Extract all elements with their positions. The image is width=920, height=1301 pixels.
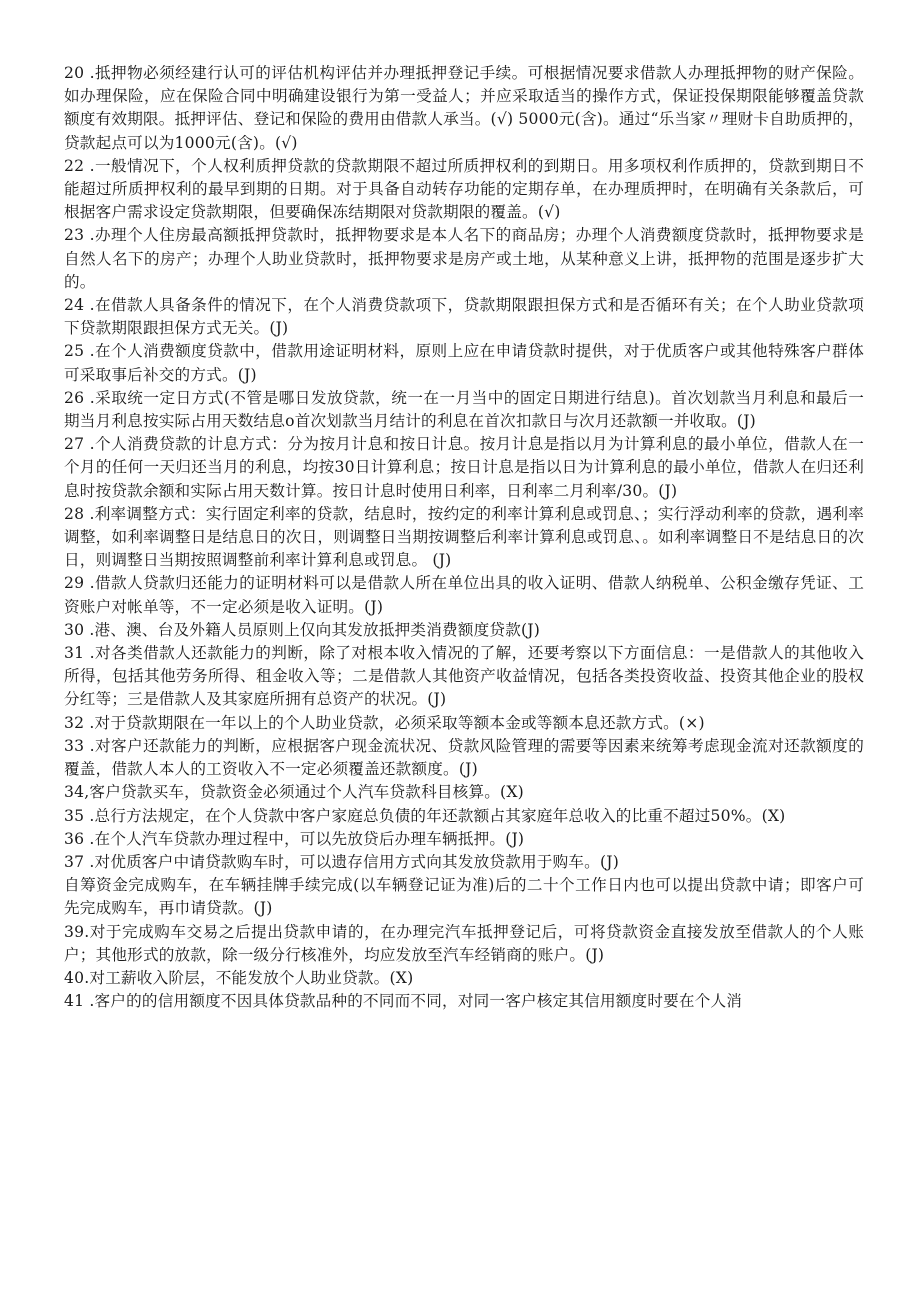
- paragraph-28: 28 .利率调整方式：实行固定利率的贷款，结息时，按约定的利率计算利息或罚息、；实行浮动利率的贷款，遇利率调整，如利率调整日是结息日的次日，则调整日当期按调整后利率计算利息或罚息、。如利率调整日不是结息日的次日，则调整日当期按照调整前利率计算利息或罚息。 (J): [64, 504, 864, 570]
- paragraph-24: 24 .在借款人具备条件的情况下，在个人消费贷款项下，贷款期限跟担保方式和是否循环有关；在个人助业贷款项下贷款期限跟担保方式无关。(J): [64, 296, 864, 338]
- paragraph-32: 32 .对于贷款期限在一年以上的个人助业贷款，必须采取等额本金或等额本息还款方式。(×): [64, 713, 705, 732]
- paragraph-33: 33 .对客户还款能力的判断，应根据客户现金流状况、贷款风险管理的需要等因素来统筹考虑现金流对还款额度的覆盖，借款人本人的工资收入不一定必须覆盖还款额度。(J): [64, 736, 864, 779]
- paragraph-27: 27 .个人消费贷款的计息方式：分为按月计息和按日计息。按月计息是指以月为计算利息的最小单位，借款人在一个月的任何一天归还当月的利息，均按30日计算利息；按日计息是指以日为计算利息的最小单位，借款人在归还利息时按贷款余额和实际占用天数计算。按日计息时使用日利率，日利率二月利率/30。(J): [64, 435, 864, 500]
- paragraph-29: 29 .借款人贷款归还能力的证明材料可以是借款人所在单位出具的收入证明、借款人纳税单、公积金缴存凭证、工资账户对帐单等，不一定必须是收入证明。(J): [64, 574, 864, 616]
- paragraph-37: 37 .对优质客户中请贷款购车时，可以遗存信用方式向其发放贷款用于购车。(J): [64, 852, 619, 871]
- paragraph-31: 31 .对各类借款人还款能力的判断，除了对根本收入情况的了解，还要考察以下方面信息：一是借款人的其他收入所得，包括其他劳务所得、租金收入等；二是借款人其他资产收益情况，包括各类投资收益、投资其他企业的股权分红等；三是借款人及其家庭所拥有总资产的状况。(J): [64, 644, 864, 709]
- paragraph-38: 自筹资金完成购车，在车辆挂牌手续完成(以车辆登记证为准)后的二十个工作日内也可以提出贷款中请；即客户可先完成购车，再巾请贷款。(J): [64, 876, 864, 918]
- paragraph-36: 36 .在个人汽车贷款办理过程中，可以先放贷后办理车辆抵押。(J): [64, 829, 525, 848]
- paragraph-26: 26 .采取统一定日方式(不管是哪日发放贷款，统一在一月当中的固定日期进行结息)。首次划款当月利息和最后一期当月利息按实际占用天数结息o首次划款当月结计的利息在首次扣款日与次月还款额一并收取。(J): [64, 388, 864, 431]
- paragraph-34: 34,客户贷款买车，贷款资金必须通过个人汽车贷款科目核算。(X): [64, 783, 524, 802]
- paragraph-30: 30 .港、澳、台及外籍人员原则上仅向其发放抵押类消费额度贷款(J): [64, 620, 541, 639]
- paragraph-39: 39.对于完成购车交易之后提出贷款申请的，在办理完汽车抵押登记后，可将贷款资金直接发放至借款人的个人账户；其他形式的放款，除一级分行核准外，均应发放至汽车经销商的账户。(J): [64, 922, 864, 964]
- paragraph-35: 35 .总行方法规定，在个人贷款中客户家庭总负债的年还款额占其家庭年总收入的比重不超过50%。(X): [64, 806, 786, 825]
- paragraph-25: 25 .在个人消费额度贷款中，借款用途证明材料，原则上应在申请贷款时提供，对于优质客户或其他特殊客户群体可采取事后补交的方式。(J): [64, 342, 864, 384]
- document-page: [64, 62, 864, 1013]
- paragraph-23: 23 .办理个人住房最高额抵押贷款时，抵押物要求是本人名下的商品房；办理个人消费额度贷款时，抵押物要求是自然人名下的房产；办理个人助业贷款时，抵押物要求是房产或土地，从某种意义上讲，抵押物的范围是逐步扩大的。: [64, 226, 864, 291]
- paragraph-20: 20 .抵押物必须经建行认可的评估机构评估并办理抵押登记手续。可根据情况要求借款人办理抵押物的财产保险。如办理保险，应在保险合同中明确建设银行为第一受益人；并应采取适当的操作方式，保证投保期限能够覆盖贷款额度有效期限。抵押评估、登记和保险的费用由借款人承当。(√) 5000元(含)。通过“乐当家〃理财卡自助质押的，贷款起点可以为1000元(含)。(√): [64, 64, 864, 152]
- paragraph-40: 40.对工薪收入阶层，不能发放个人助业贷款。(X): [64, 968, 414, 987]
- paragraph-41: 41 .客户的的信用额度不因具体贷款品种的不同而不同，对同一客户核定其信用额度时要在个人消: [64, 992, 743, 1011]
- paragraph-22: 22 .一般情况下，个人权利质押贷款的贷款期限不超过所质押权利的到期日。用多项权利作质押的，贷款到期日不能超过所质押权利的最早到期的日期。对于具备自动转存功能的定期存单，在办理质押时，在明确有关条款后，可根据客户需求设定贷款期限，但要确保冻结期限对贷款期限的覆盖。(√): [64, 156, 864, 222]
